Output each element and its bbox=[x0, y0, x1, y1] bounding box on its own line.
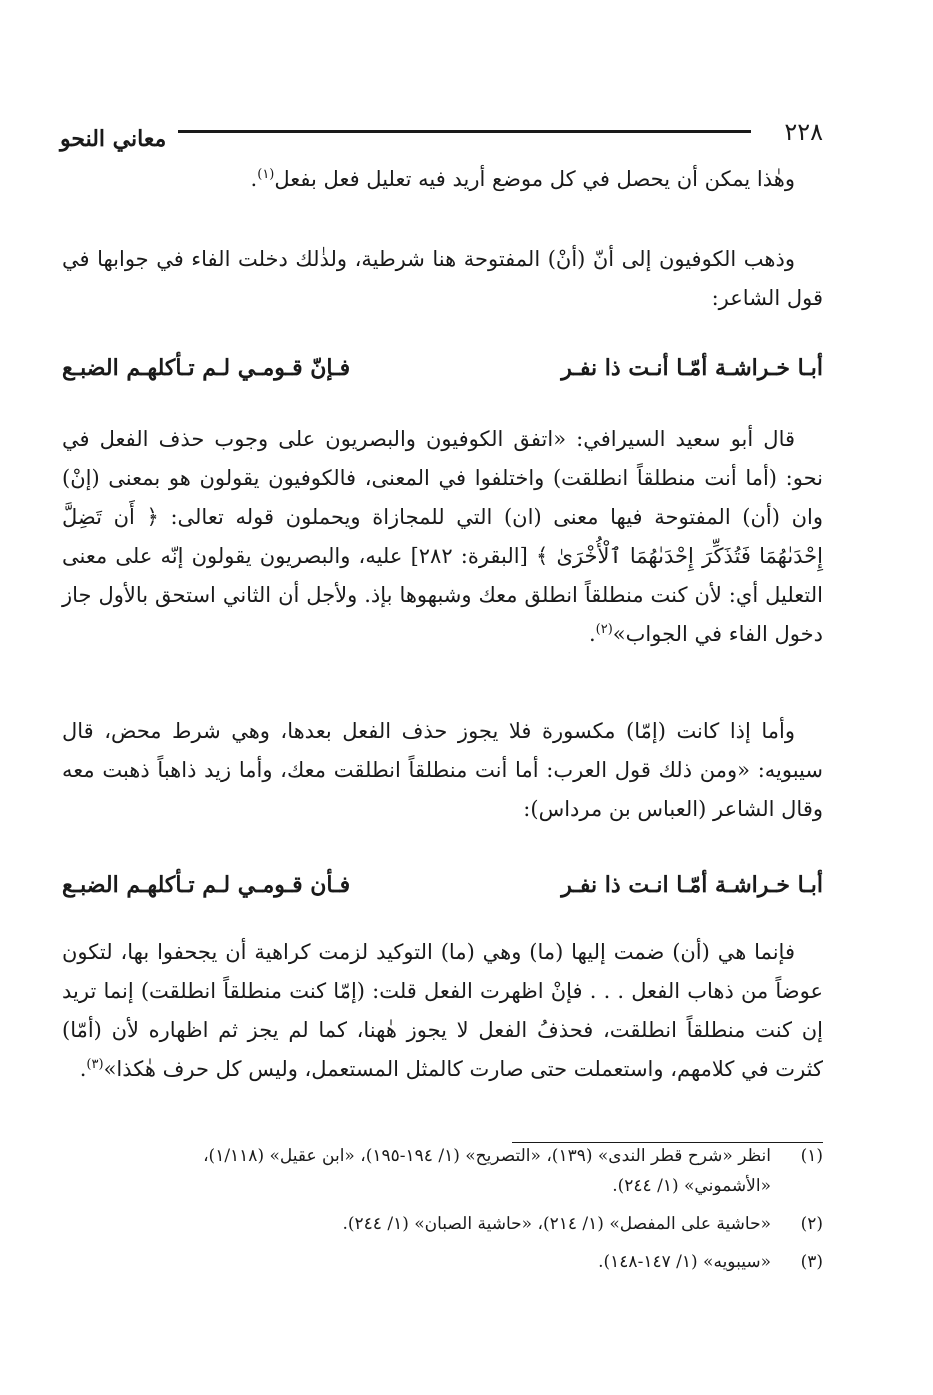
poetry-verse-2 bbox=[62, 872, 823, 912]
footnote-ref-3: (٣) bbox=[86, 1057, 104, 1072]
footnote-1-text: انظر «شرح قطر الندى» (١٣٩)، «التصريح» (١/ ١٩٤-١٩٥)، «ابن عقيل» (١/١١٨)، bbox=[203, 1146, 771, 1166]
footnote-1 bbox=[62, 1141, 823, 1201]
verse-1-first-hemistich: أبـا خـراشـة أمّـا أنـت ذا نفـر bbox=[561, 355, 823, 381]
paragraph-5 bbox=[62, 933, 823, 1089]
paragraph-4: وأما إذا كانت (إمّا) مكسورة فلا يجوز حذف الفعل بعدها، وهي شرط محض، قال سيبويه: «ومن ذلك قول العرب: أما أنت منطلقاً انطلقت معك، وأما زيد ذاهباً ذهبت معه وقال الشاعر (العباس بن مرداس): bbox=[62, 719, 823, 821]
header-rule bbox=[178, 130, 751, 133]
footnote-2-text: «حاشية على المفصل» (١/ ٢١٤)، «حاشية الصبان» (١/ ٢٤٤). bbox=[342, 1214, 771, 1234]
footnote-ref-2: (٢) bbox=[595, 622, 613, 637]
footnote-3-number: (٣) bbox=[800, 1252, 823, 1272]
paragraph-5-text: فإنما هي (أن) ضمت إليها (ما) وهي (ما) التوكيد لزمت كراهية أن يجحفوا بها، لتكون عوضاً من ذهاب الفعل . . . فإنْ اظهرت الفعل قلت: (إمّا كنت منطلقاً انطلقت) إنما تريد إن كنت منطلقاً انطلقت، فحذفُ الفعل لا يجوز هٰهنا، كما لم يجز ثم اظهاره لأن (أمّا) كثرت في كلامهم، واستعملت حتى صارت كالمثل المستعمل، وليس كل حرف هٰكذا» bbox=[62, 940, 823, 1081]
paragraph-3-end: . bbox=[588, 622, 596, 646]
page-number: ٢٢٨ bbox=[784, 118, 823, 146]
footnote-3-text: «سيبويه» (١/ ١٤٧-١٤٨). bbox=[598, 1252, 771, 1272]
paragraph-1-text: وهٰذا يمكن أن يحصل في كل موضع أريد فيه تعليل فعل بفعل bbox=[274, 167, 795, 191]
paragraph-1-end: . bbox=[250, 167, 258, 191]
page-header bbox=[60, 118, 823, 158]
paragraph-5-end: . bbox=[79, 1057, 87, 1081]
verse-2-second-hemistich: فـأن قـومـي لـم تـأكلهـم الضبـع bbox=[62, 872, 351, 898]
paragraph-2: وذهب الكوفيون إلى أنّ (أنْ) المفتوحة هنا شرطية، ولذٰلك دخلت الفاء في جوابها في قول الشاعر: bbox=[62, 247, 823, 310]
paragraph-1 bbox=[62, 160, 823, 199]
book-title: معاني النحو bbox=[60, 126, 167, 152]
footnote-3 bbox=[62, 1247, 823, 1277]
footnote-2 bbox=[62, 1209, 823, 1239]
poetry-verse-1 bbox=[62, 355, 823, 395]
footnote-1-continuation: «الأشموني» (١/ ٢٤٤). bbox=[612, 1176, 771, 1196]
paragraph-3 bbox=[62, 420, 823, 654]
footnote-2-number: (٢) bbox=[800, 1214, 823, 1234]
footnote-ref-1: (١) bbox=[257, 167, 275, 182]
paragraph-3-text: قال أبو سعيد السيرافي: «اتفق الكوفيون والبصريون على وجوب حذف الفعل في نحو: (أما أنت منطلقاً انطلقت) واختلفوا في المعنى، فالكوفيون يقولون هو بمعنى (إنْ) وان (أن) المفتوحة فيها معنى (ان) التي للمجازاة ويحملون قوله تعالى: ﴿ أَن تَضِلَّ إِحْدَىٰهُمَا فَتُذَكِّرَ إِحْدَىٰهُمَا ٱلْأُخْرَىٰ ﴾ [البقرة: ٢٨٢] عليه، والبصريون يقولون إنّه على معنى التعليل أي: لأن كنت منطلقاً انطلق معك وشبهوها بإذ. ولأجل أن الثاني استحق بالأول جاز دخول الفاء في الجواب» bbox=[62, 427, 823, 646]
footnote-1-number: (١) bbox=[800, 1146, 823, 1166]
verse-1-second-hemistich: فـإنّ قـومـي لـم تـأكلهـم الضبـع bbox=[62, 355, 351, 381]
verse-2-first-hemistich: أبـا خـراشـة أمّـا انـت ذا نفـر bbox=[561, 872, 823, 898]
